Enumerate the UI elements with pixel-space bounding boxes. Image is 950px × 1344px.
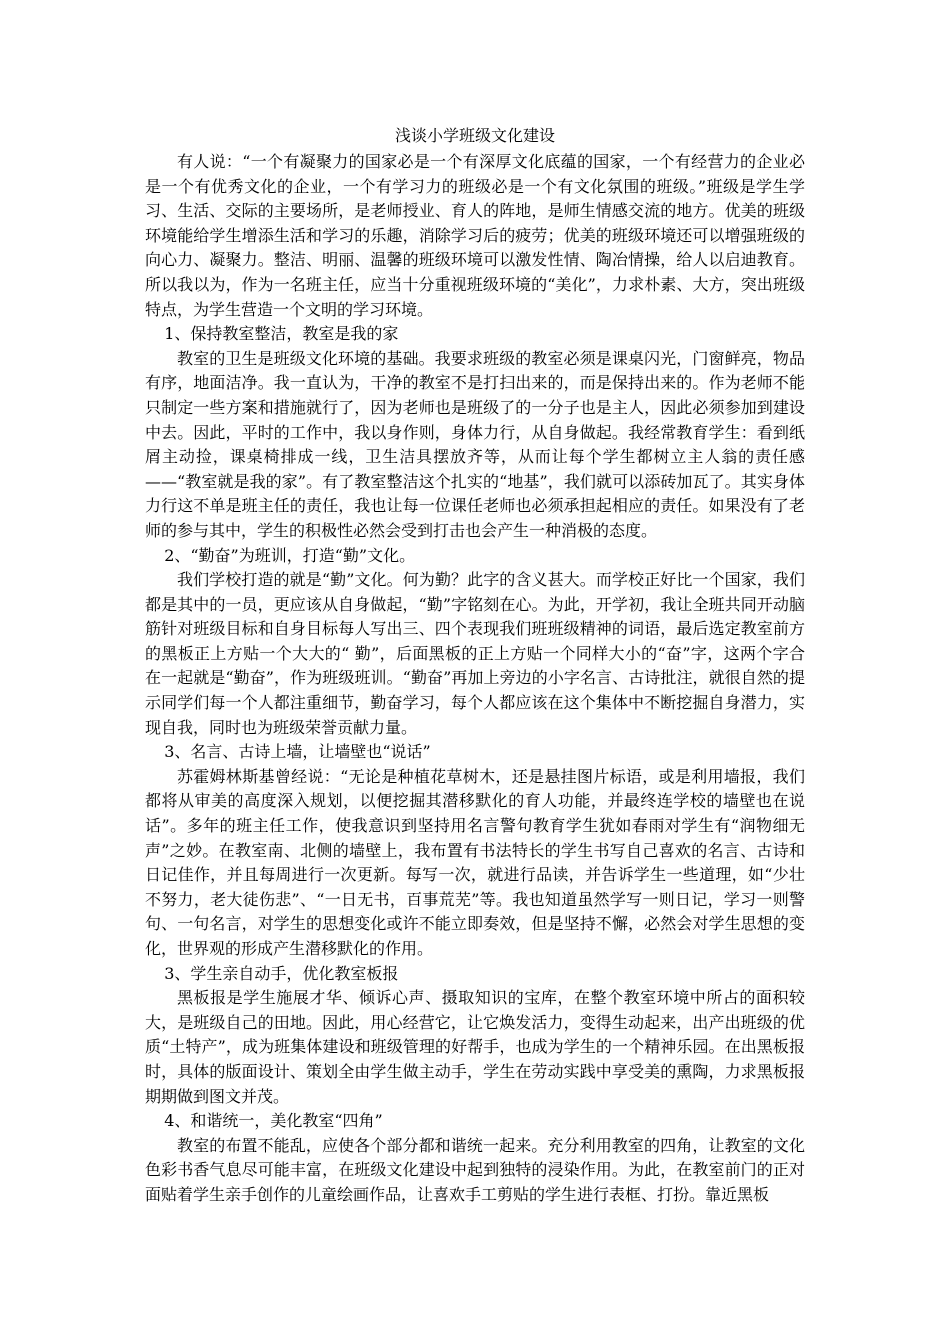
paragraph-diligence-culture: 我们学校打造的就是“勤”文化。何为勤？此字的含义甚大。而学校正好比一个国家，我们都是其中的一员，更应该从自身做起，“勤”字铭刻在心。为此，开学初，我让全班共同开动脑筋针对班级目标和自身目标每人写出三、四个表现我们班班级精神的词语，最后选定教室前方的黑板正上方贴一个大大的“ 勤”，后面黑板的正上方贴一个同样大小的“奋”字，这两个字合在一起就是“勤奋”，作为班级班训。“勤奋”再加上旁边的小字名言、古诗批注，就很自然的提示同学们每一个人都注重细节，勤奋学习，每个人都应该在这个集体中不断挖掘自身潜力，实现自我，同时也为班级荣誉贡献力量。 — [145, 570, 805, 737]
section-heading-2: 2、“勤奋”为班训，打造“勤”文化。 — [164, 545, 416, 565]
document-page — [145, 124, 805, 1208]
section-heading-4: 3、学生亲自动手，优化教室板报 — [164, 963, 399, 983]
section-heading-5: 4、和谐统一，美化教室“四角” — [164, 1111, 383, 1131]
paragraph-classroom-cleanliness: 教室的卫生是班级文化环境的基础。我要求班级的教室必须是课桌闪光，门窗鲜亮，物品有序，地面洁净。我一直认为，干净的教室不是打扫出来的，而是保持出来的。作为老师不能只制定一些方案和措施就行了，因为老师也是班级了的一分子也是主人，因此必须参加到建设中去。因此，平时的工作中，我以身作则，身体力行，从自身做起。我经常教育学生：看到纸屑主动捡，课桌椅排成一线，卫生洁具摆放齐等，从而让每个学生都树立主人翁的责任感——“教室就是我的家”。有了教室整洁这个扎实的“地基”，我们就可以添砖加瓦了。其实身体力行这不单是班主任的责任，我也让每一位课任老师也必须承担起相应的责任。如果没有了老师的参与其中，学生的积极性必然会受到打击也会产生一种消极的态度。 — [145, 348, 805, 540]
section-heading-3: 3、名言、古诗上墙，让墙壁也“说话” — [164, 742, 431, 762]
paragraph-four-corners: 教室的布置不能乱，应使各个部分都和谐统一起来。充分利用教室的四角，让教室的文化色彩书香气息尽可能丰富，在班级文化建设中起到独特的浸染作用。为此，在教室前门的正对面贴着学生亲手创作的儿童绘画作品，让喜欢手工剪贴的学生进行表框、打扮。靠近黑板 — [145, 1135, 805, 1204]
document-title: 浅谈小学班级文化建设 — [394, 126, 555, 145]
paragraph-wall-quotes: 苏霍姆林斯基曾经说：“无论是种植花草树木，还是悬挂图片标语，或是利用墙报，我们都将从审美的高度深入规划，以便挖掘其潜移默化的育人功能，并最终连学校的墙壁也在说话”。多年的班主任工作，使我意识到坚持用名言警句教育学生犹如春雨对学生有“润物细无声”之妙。在教室南、北侧的墙壁上，我布置有书法特长的学生书写自己喜欢的名言、古诗和日记佳作，并且每周进行一次更新。每写一次，就进行品读，并告诉学生一些道理，如“少壮不努力，老大徒伤悲”、“一日无书，百事荒芜”等。我也知道虽然学写一则日记，学习一则警句、一句名言，对学生的思想变化或许不能立即奏效，但是坚持不懈，必然会对学生思想的变化，世界观的形成产生潜移默化的作用。 — [145, 766, 805, 958]
paragraph-intro: 有人说：“一个有凝聚力的国家必是一个有深厚文化底蕴的国家，一个有经营力的企业必是一个有优秀文化的企业，一个有学习力的班级必是一个有文化氛围的班级。”班级是学生学习、生活、交际的主要场所，是老师授业、育人的阵地，是师生情感交流的地方。优美的班级环境能给学生增添生活和学习的乐趣，消除学习后的疲劳；优美的班级环境还可以增强班级的向心力、凝聚力。整洁、明丽、温馨的班级环境可以激发性情、陶冶情操，给人以启迪教育。所以我以为，作为一名班主任，应当十分重视班级环境的“美化”，力求朴素、大方，突出班级特点，为学生营造一个文明的学习环境。 — [145, 152, 805, 319]
section-heading-1: 1、保持教室整洁，教室是我的家 — [164, 324, 399, 344]
paragraph-blackboard: 黑板报是学生施展才华、倾诉心声、摄取知识的宝库，在整个教室环境中所占的面积较大，是班级自己的田地。因此，用心经营它，让它焕发活力，变得生动起来，出产出班级的优质“土特产”，成为班集体建设和班级管理的好帮手，也成为学生的一个精神乐园。在出黑板报时，具体的版面设计、策划全由学生做主动手，学生在劳动实践中享受美的熏陶，力求黑板报期期做到图文并茂。 — [145, 988, 805, 1106]
